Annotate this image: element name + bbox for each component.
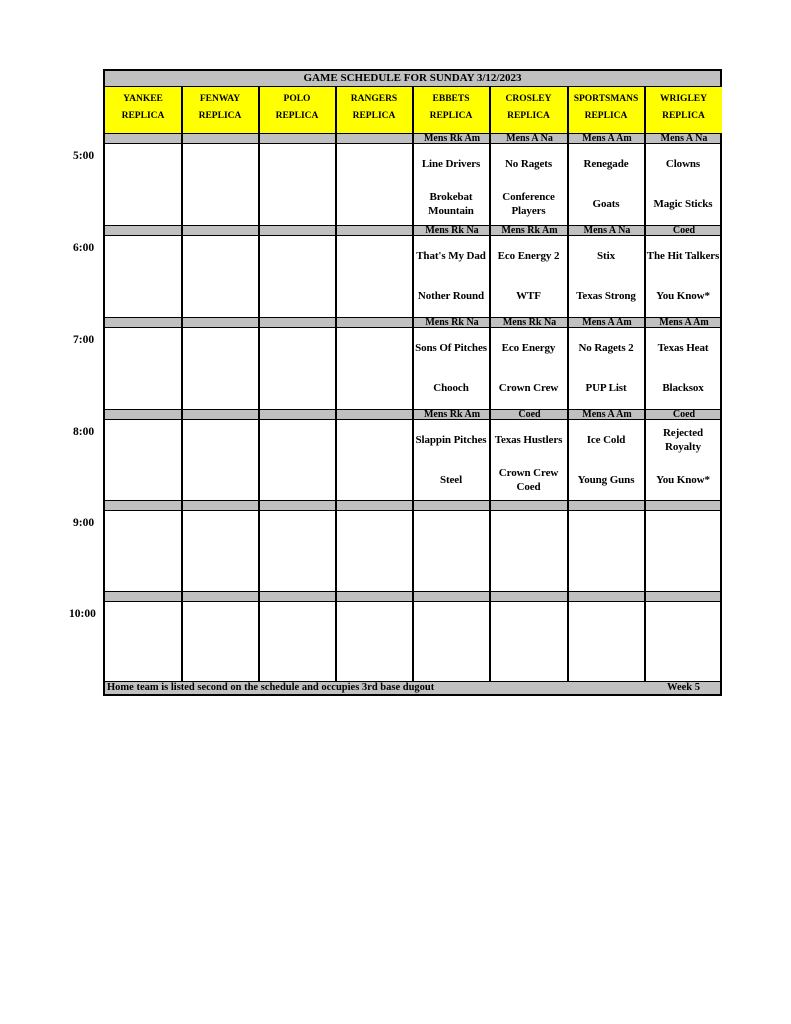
field-name: WRIGLEY bbox=[660, 94, 707, 104]
field-header bbox=[568, 87, 645, 133]
field-name: CROSLEY bbox=[505, 94, 552, 104]
time-label: 8:00 bbox=[73, 426, 95, 438]
field-name: RANGERS bbox=[350, 94, 398, 104]
home-team: Brokebat Mountain bbox=[428, 191, 474, 217]
division-label: Mens Rk Am bbox=[413, 133, 490, 144]
division-label: Mens Rk Am bbox=[490, 225, 568, 236]
column-line bbox=[258, 87, 260, 681]
home-team: Texas Strong bbox=[576, 290, 636, 302]
away-team: The Hit Talkers bbox=[646, 250, 720, 262]
column-line bbox=[335, 87, 337, 681]
field-subtitle: REPLICA bbox=[275, 111, 319, 121]
field-name: SPORTSMANS bbox=[573, 94, 639, 104]
away-team: Texas Hustlers bbox=[494, 434, 563, 446]
time-label: 9:00 bbox=[73, 517, 95, 529]
home-team: You Know* bbox=[656, 474, 710, 486]
home-team: PUP List bbox=[585, 382, 627, 394]
field-header bbox=[336, 87, 413, 133]
away-team: That's My Dad bbox=[416, 250, 486, 262]
away-team: Rejected Royalty bbox=[662, 427, 704, 453]
away-team: No Ragets bbox=[504, 158, 553, 170]
field-header bbox=[259, 87, 336, 133]
column-line bbox=[412, 87, 414, 681]
field-name: EBBETS bbox=[432, 94, 470, 104]
division-label: Mens A Na bbox=[568, 225, 645, 236]
schedule-sheet bbox=[103, 69, 722, 696]
schedule-title: GAME SCHEDULE FOR SUNDAY 3/12/2023 bbox=[105, 71, 720, 87]
division-label: Mens Rk Na bbox=[490, 317, 568, 328]
division-label: Coed bbox=[645, 409, 722, 420]
field-subtitle: REPLICA bbox=[198, 111, 242, 121]
field-name: FENWAY bbox=[199, 94, 241, 104]
field-subtitle: REPLICA bbox=[584, 111, 628, 121]
away-team: Eco Energy 2 bbox=[497, 250, 560, 262]
home-team: Magic Sticks bbox=[653, 198, 713, 210]
field-header bbox=[105, 87, 182, 133]
home-team: Chooch bbox=[433, 382, 469, 394]
field-subtitle: REPLICA bbox=[662, 111, 705, 121]
home-team: WTF bbox=[516, 290, 541, 302]
away-team: Eco Energy bbox=[501, 342, 556, 354]
time-label: 7:00 bbox=[73, 334, 95, 346]
home-team: Blacksox bbox=[662, 382, 704, 394]
footer-bar bbox=[105, 681, 720, 694]
away-team: Texas Heat bbox=[657, 342, 709, 354]
division-label: Mens A Na bbox=[490, 133, 568, 144]
field-name: POLO bbox=[283, 94, 311, 104]
footer-note: Home team is listed second on the schedule and occupies 3rd base dugout bbox=[107, 682, 435, 693]
column-line bbox=[567, 87, 569, 681]
time-label: 5:00 bbox=[73, 150, 95, 162]
field-subtitle: REPLICA bbox=[507, 111, 550, 121]
division-label: Coed bbox=[645, 225, 722, 236]
home-team: Steel bbox=[439, 474, 463, 486]
field-header bbox=[645, 87, 722, 133]
away-team: No Ragets 2 bbox=[578, 342, 634, 354]
field-header bbox=[413, 87, 490, 133]
field-subtitle: REPLICA bbox=[121, 111, 165, 121]
division-label: Coed bbox=[490, 409, 568, 420]
column-line bbox=[181, 87, 183, 681]
home-team: You Know* bbox=[656, 290, 710, 302]
division-label: Mens Rk Am bbox=[413, 409, 490, 420]
time-label: 10:00 bbox=[69, 608, 96, 620]
home-team: Crown Crew bbox=[498, 382, 559, 394]
time-label: 6:00 bbox=[73, 242, 95, 254]
field-name: YANKEE bbox=[123, 94, 163, 104]
field-header bbox=[490, 87, 568, 133]
home-team: Nother Round bbox=[417, 290, 485, 302]
division-label: Mens A Am bbox=[645, 317, 722, 328]
column-line bbox=[644, 87, 646, 681]
division-label: Mens A Am bbox=[568, 317, 645, 328]
division-label: Mens A Na bbox=[645, 133, 722, 144]
week-label: Week 5 bbox=[667, 682, 700, 693]
home-team: Young Guns bbox=[577, 474, 635, 486]
division-label: Mens Rk Na bbox=[413, 317, 490, 328]
away-team: Ice Cold bbox=[586, 434, 626, 446]
home-team: Goats bbox=[592, 198, 620, 210]
away-team: Slappin Pitches bbox=[415, 434, 487, 446]
home-team: Conference Players bbox=[502, 191, 555, 217]
home-team: Crown Crew Coed bbox=[498, 467, 559, 493]
away-team: Stix bbox=[597, 250, 615, 262]
away-team: Sons Of Pitches bbox=[415, 342, 487, 354]
field-header bbox=[182, 87, 259, 133]
field-subtitle: REPLICA bbox=[352, 111, 396, 121]
division-label: Mens A Am bbox=[568, 133, 645, 144]
field-subtitle: REPLICA bbox=[429, 111, 473, 121]
division-label: Mens Rk Na bbox=[413, 225, 490, 236]
away-team: Clowns bbox=[665, 158, 701, 170]
away-team: Renegade bbox=[583, 158, 629, 170]
division-label: Mens A Am bbox=[568, 409, 645, 420]
away-team: Line Drivers bbox=[421, 158, 481, 170]
column-line bbox=[489, 87, 491, 681]
